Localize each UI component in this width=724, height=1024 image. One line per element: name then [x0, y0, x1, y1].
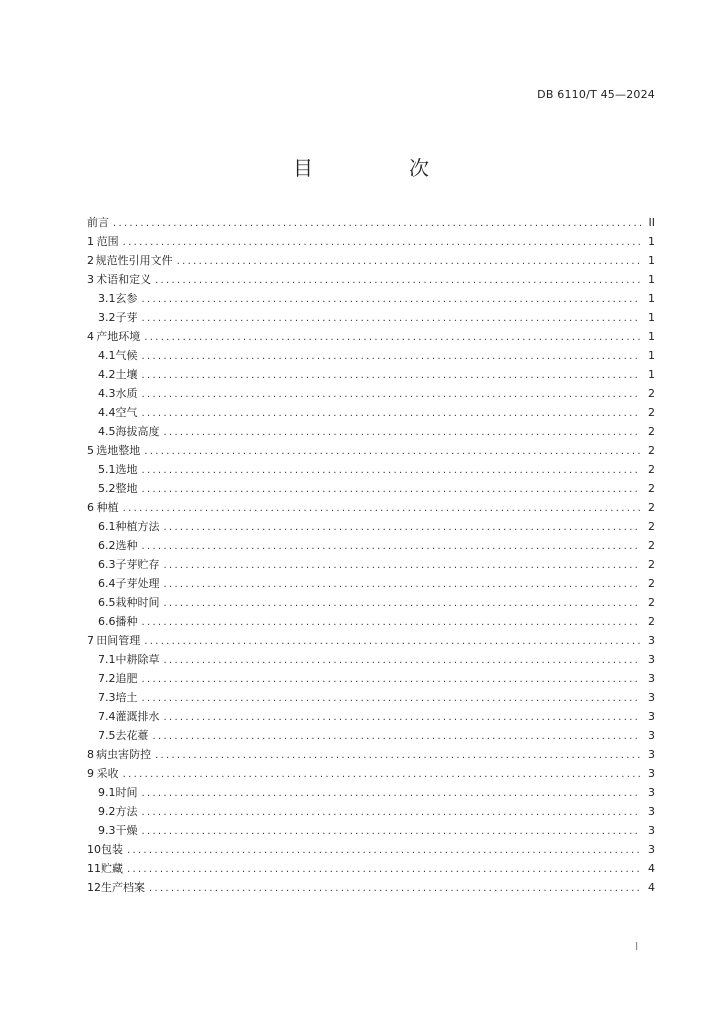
toc-dot-leader [123, 233, 641, 251]
toc-entry-page: 3 [648, 672, 655, 685]
toc-dot-leader [142, 803, 642, 821]
toc-entry[interactable] [87, 631, 655, 650]
toc-entry[interactable] [87, 745, 655, 764]
toc-entry[interactable] [87, 593, 655, 612]
toc-dot-leader [142, 461, 642, 479]
toc-dot-leader [164, 708, 642, 726]
toc-entry-title: 田间管理 [96, 634, 141, 647]
toc-dot-leader [142, 309, 642, 327]
toc-entry-number: 4.2 [98, 368, 116, 381]
toc-entry-number: 7.2 [98, 672, 116, 685]
toc-entry-number: 3.2 [98, 311, 116, 324]
toc-entry-page: 3 [648, 748, 655, 761]
toc-dot-leader [142, 480, 642, 498]
toc-entry-number: 8 [87, 748, 94, 761]
toc-dot-leader [142, 290, 642, 308]
toc-entry-title: 种植 [96, 501, 119, 514]
toc-entry-number: 6.4 [98, 577, 116, 590]
toc-entry[interactable] [87, 517, 655, 536]
toc-dot-leader [177, 252, 641, 270]
toc-entry[interactable] [87, 802, 655, 821]
toc-entry-page: 2 [648, 539, 655, 552]
toc-entry[interactable] [87, 308, 655, 327]
toc-entry[interactable] [87, 441, 655, 460]
toc-entry-page: 2 [648, 501, 655, 514]
toc-entry-page: 2 [648, 463, 655, 476]
toc-dot-leader [149, 879, 641, 897]
toc-entry-page: 2 [648, 444, 655, 457]
toc-entry[interactable] [87, 726, 655, 745]
toc-dot-leader [142, 822, 642, 840]
toc-entry[interactable] [87, 783, 655, 802]
toc-dot-leader [142, 347, 642, 365]
toc-dot-leader [142, 784, 642, 802]
toc-entry-title: 空气 [115, 406, 138, 419]
toc-dot-leader [127, 860, 641, 878]
toc-entry[interactable] [87, 859, 655, 878]
toc-dot-leader [142, 689, 642, 707]
toc-entry-number: 9.1 [98, 786, 116, 799]
toc-entry-number: 5 [87, 444, 94, 457]
toc-entry-page: 1 [648, 368, 655, 381]
toc-dot-leader [123, 499, 641, 517]
toc-entry-title: 选种 [115, 539, 138, 552]
toc-entry-title: 子芽 [115, 311, 138, 324]
toc-entry-page: 2 [648, 425, 655, 438]
toc-entry-title: 玄参 [115, 292, 138, 305]
toc-entry[interactable] [87, 821, 655, 840]
toc-dot-leader [164, 651, 642, 669]
toc-entry-title: 干燥 [115, 824, 138, 837]
toc-dot-leader [144, 632, 641, 650]
toc-entry[interactable] [87, 251, 655, 270]
table-of-contents [87, 213, 655, 897]
toc-entry-page: 2 [648, 406, 655, 419]
toc-entry[interactable] [87, 574, 655, 593]
toc-entry-page: 1 [648, 254, 655, 267]
toc-dot-leader [113, 214, 641, 232]
toc-entry[interactable] [87, 460, 655, 479]
toc-entry-title: 术语和定义 [96, 273, 152, 286]
toc-entry-number: 4.5 [98, 425, 116, 438]
toc-entry-title: 中耕除草 [115, 653, 160, 666]
toc-entry-number: 3 [87, 273, 94, 286]
toc-entry-number: 4 [87, 330, 94, 343]
toc-entry-number: 5.1 [98, 463, 116, 476]
page-title: 目 次 [293, 156, 467, 180]
toc-entry[interactable] [87, 707, 655, 726]
toc-entry-number: 4.4 [98, 406, 116, 419]
toc-dot-leader [142, 366, 642, 384]
toc-entry-page: 3 [648, 653, 655, 666]
toc-entry-title: 子芽贮存 [115, 558, 160, 571]
toc-dot-leader [155, 271, 641, 289]
toc-entry[interactable] [87, 346, 655, 365]
toc-entry-number: 1 [87, 235, 94, 248]
toc-entry-page: 3 [648, 691, 655, 704]
toc-entry-number: 12 [87, 881, 101, 894]
page-number: I [635, 940, 639, 953]
toc-entry[interactable] [87, 764, 655, 783]
toc-dot-leader [142, 404, 642, 422]
toc-dot-leader [144, 442, 641, 460]
toc-entry-number: 2 [87, 254, 94, 267]
toc-entry[interactable] [87, 650, 655, 669]
toc-entry-title: 规范性引用文件 [95, 254, 173, 267]
toc-entry-title: 培土 [115, 691, 138, 704]
toc-entry-page: 3 [648, 843, 655, 856]
toc-entry-title: 灌溉排水 [115, 710, 160, 723]
toc-entry-title: 包装 [101, 843, 123, 856]
toc-entry-page: 4 [648, 881, 655, 894]
toc-dot-leader [164, 518, 642, 536]
toc-entry-number: 6.1 [98, 520, 116, 533]
toc-entry-title: 前言 [87, 216, 109, 229]
toc-dot-leader [164, 556, 642, 574]
toc-entry-page: 1 [648, 292, 655, 305]
toc-entry-title: 整地 [115, 482, 138, 495]
toc-entry-page: 2 [648, 482, 655, 495]
toc-entry-number: 7.5 [98, 729, 116, 742]
toc-entry-title: 病虫害防控 [96, 748, 152, 761]
toc-entry[interactable] [87, 878, 655, 897]
toc-entry-page: 1 [648, 330, 655, 343]
toc-entry[interactable] [87, 384, 655, 403]
toc-dot-leader [123, 765, 641, 783]
toc-entry[interactable] [87, 688, 655, 707]
toc-entry-title: 贮藏 [101, 862, 123, 875]
toc-entry-page: 2 [648, 615, 655, 628]
toc-entry[interactable] [87, 365, 655, 384]
toc-entry[interactable] [87, 270, 655, 289]
toc-entry-number: 6.6 [98, 615, 116, 628]
toc-entry[interactable] [87, 669, 655, 688]
toc-dot-leader [142, 537, 642, 555]
toc-entry-title: 去花薹 [115, 729, 149, 742]
toc-entry[interactable] [87, 327, 655, 346]
toc-entry-title: 选地整地 [96, 444, 141, 457]
toc-dot-leader [142, 385, 642, 403]
toc-dot-leader [142, 670, 642, 688]
toc-entry[interactable] [87, 289, 655, 308]
toc-entry-page: 4 [648, 862, 655, 875]
toc-entry-title: 采收 [96, 767, 119, 780]
toc-dot-leader [155, 746, 641, 764]
toc-entry-title: 土壤 [115, 368, 138, 381]
toc-entry[interactable] [87, 555, 655, 574]
toc-entry-page: 1 [648, 349, 655, 362]
document-code: DB 6110/T 45—2024 [537, 88, 655, 101]
toc-entry-page: 1 [648, 235, 655, 248]
toc-entry-page: 3 [648, 729, 655, 742]
toc-entry-number: 5.2 [98, 482, 116, 495]
toc-entry-number: 3.1 [98, 292, 116, 305]
toc-entry-title: 气候 [115, 349, 138, 362]
toc-dot-leader [164, 423, 642, 441]
toc-entry[interactable] [87, 498, 655, 517]
toc-entry-title: 生产档案 [101, 881, 145, 894]
toc-entry-title: 海拔高度 [115, 425, 160, 438]
toc-entry[interactable] [87, 536, 655, 555]
toc-entry-number: 4.1 [98, 349, 116, 362]
toc-entry-page: 2 [648, 577, 655, 590]
toc-entry-title: 栽种时间 [115, 596, 160, 609]
toc-dot-leader [153, 727, 642, 745]
toc-entry-number: 11 [87, 862, 101, 875]
toc-entry-number: 7.1 [98, 653, 116, 666]
toc-entry-page: 1 [648, 273, 655, 286]
toc-entry-page: 2 [648, 520, 655, 533]
toc-dot-leader [164, 575, 642, 593]
toc-entry-page: 2 [648, 558, 655, 571]
toc-entry-page: 2 [648, 596, 655, 609]
toc-entry-number: 6.2 [98, 539, 116, 552]
toc-entry-title: 时间 [115, 786, 138, 799]
toc-entry[interactable] [87, 479, 655, 498]
toc-entry-page: 3 [648, 634, 655, 647]
toc-dot-leader [144, 328, 641, 346]
toc-entry-number: 10 [87, 843, 101, 856]
toc-entry-title: 播种 [115, 615, 138, 628]
toc-entry-page: 3 [648, 805, 655, 818]
toc-entry-page: 3 [648, 710, 655, 723]
toc-entry-number: 7 [87, 634, 94, 647]
toc-entry-number: 9.2 [98, 805, 116, 818]
toc-entry[interactable] [87, 213, 655, 232]
toc-entry[interactable] [87, 403, 655, 422]
toc-entry-title: 子芽处理 [115, 577, 160, 590]
toc-entry-page: 1 [648, 311, 655, 324]
toc-entry-number: 9.3 [98, 824, 116, 837]
toc-entry-title: 追肥 [115, 672, 138, 685]
toc-dot-leader [142, 613, 642, 631]
toc-entry-title: 选地 [115, 463, 138, 476]
toc-entry-number: 7.4 [98, 710, 116, 723]
toc-entry[interactable] [87, 612, 655, 631]
toc-entry-title: 方法 [115, 805, 138, 818]
toc-entry-page: 2 [648, 387, 655, 400]
toc-entry-number: 6.5 [98, 596, 116, 609]
toc-entry-title: 产地环境 [96, 330, 141, 343]
toc-entry-page: II [648, 216, 655, 229]
toc-entry-number: 9 [87, 767, 94, 780]
toc-entry[interactable] [87, 422, 655, 441]
toc-dot-leader [127, 841, 641, 859]
toc-entry-page: 3 [648, 786, 655, 799]
toc-entry-number: 7.3 [98, 691, 116, 704]
toc-entry-number: 6.3 [98, 558, 116, 571]
toc-entry-page: 3 [648, 767, 655, 780]
toc-entry[interactable] [87, 840, 655, 859]
toc-entry-number: 4.3 [98, 387, 116, 400]
toc-entry-title: 水质 [115, 387, 138, 400]
toc-entry-title: 种植方法 [115, 520, 160, 533]
toc-entry-number: 6 [87, 501, 94, 514]
toc-entry[interactable] [87, 232, 655, 251]
toc-dot-leader [164, 594, 642, 612]
toc-entry-page: 3 [648, 824, 655, 837]
toc-entry-title: 范围 [96, 235, 119, 248]
